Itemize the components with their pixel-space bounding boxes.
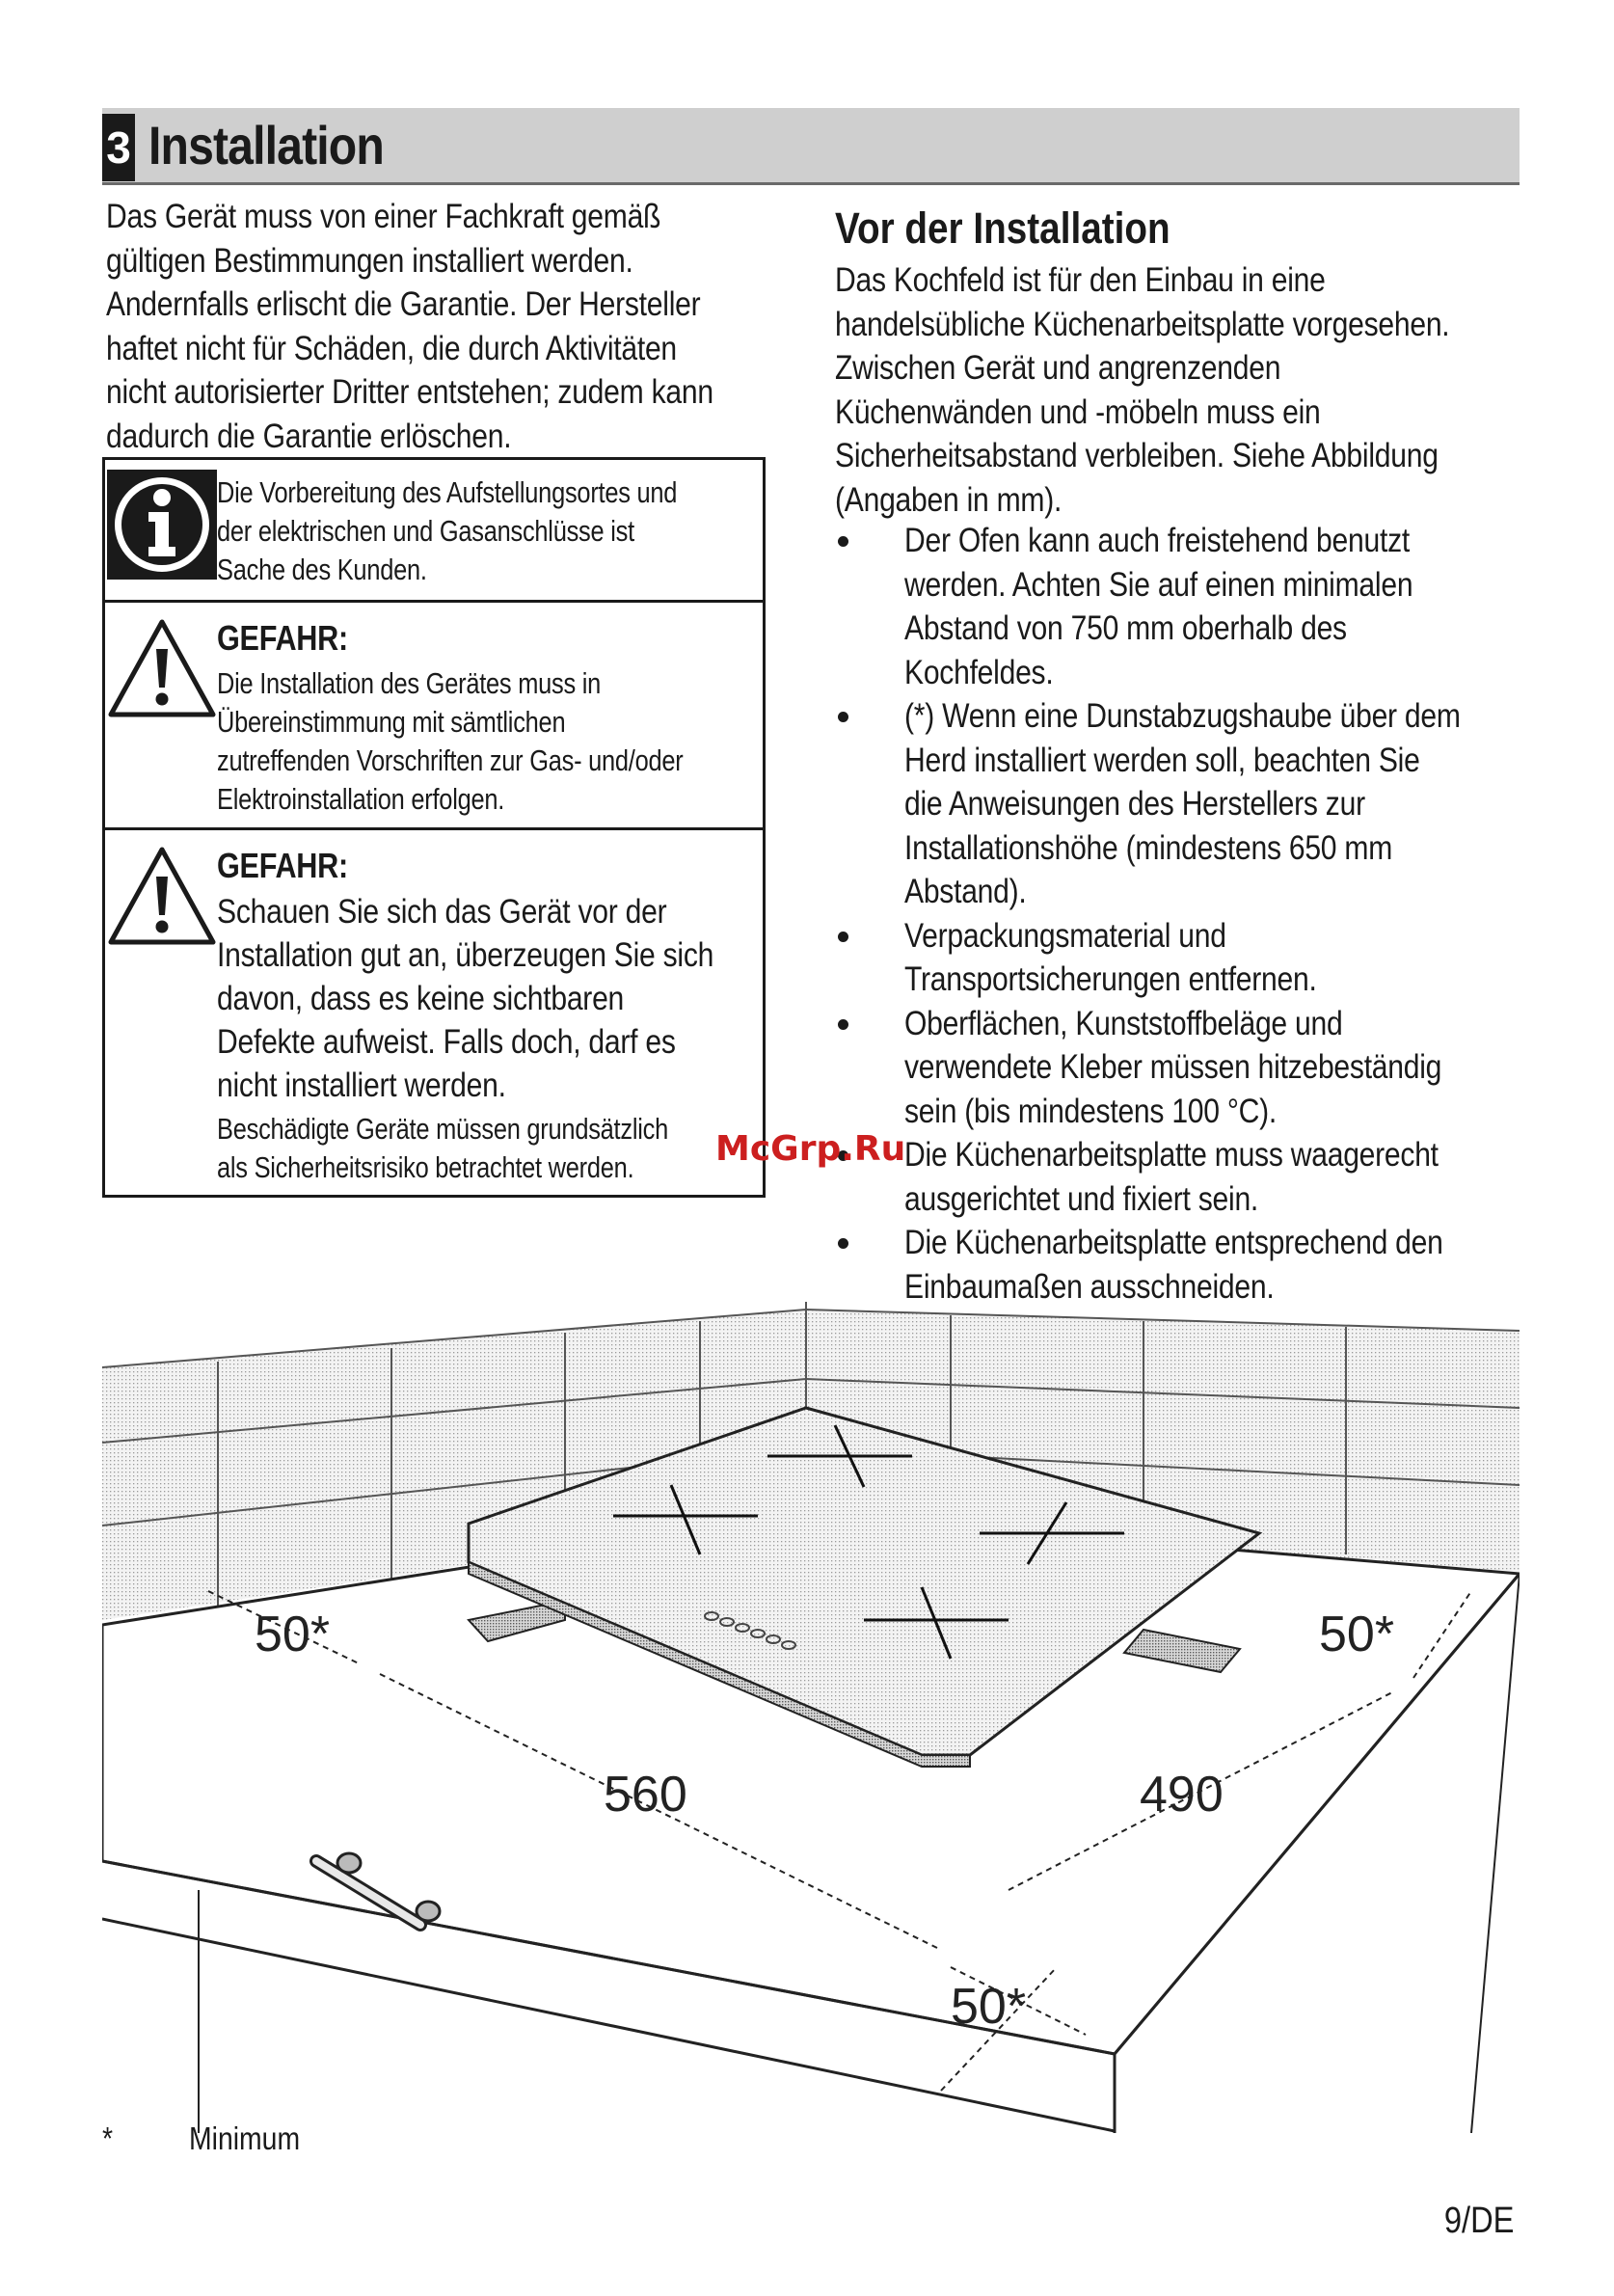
bullet-line: Abstand von 750 mm oberhalb des (904, 609, 1347, 647)
bullet-line: Herd installiert werden soll, beachten Sie (904, 741, 1420, 779)
info-note-text (217, 473, 778, 589)
dim-left-label: 50* (255, 1607, 331, 1662)
dim-right-label: 50* (1319, 1607, 1395, 1662)
footnote-text (189, 2120, 318, 2158)
bullet-line: Installationshöhe (mindestens 650 mm (904, 828, 1393, 867)
intro-line: haftet nicht für Schäden, die durch Aktivitäten (106, 329, 677, 367)
bullet-line: Verpackungsmaterial und (904, 916, 1226, 955)
bullet-list (835, 519, 1529, 1309)
bullet-item (835, 519, 1529, 694)
section-number: 3 (102, 114, 135, 181)
dim-depth-label: 490 (1140, 1767, 1224, 1823)
section-title: Installation (148, 115, 384, 176)
para-line: handelsübliche Küchenarbeitsplatte vorgesehen. (835, 305, 1450, 343)
warning-triangle-icon (107, 846, 217, 946)
para-line: (Angaben in mm). (835, 480, 1063, 519)
dim-front-label: 50* (951, 1979, 1027, 2035)
note-line: als Sicherheitsrisiko betrachtet werden. (217, 1150, 634, 1184)
dim-width-label: 560 (604, 1767, 687, 1823)
warning-triangle-icon (107, 618, 217, 718)
bullet-item (835, 1221, 1529, 1309)
note-line: Übereinstimmung mit sämtlichen (217, 705, 566, 739)
para-line: Küchenwänden und -möbeln muss ein (835, 392, 1321, 431)
bullet-line: werden. Achten Sie auf einen minimalen (904, 565, 1413, 604)
bullet-item (835, 914, 1529, 1002)
bullet-line: Die Küchenarbeitsplatte muss waagerecht (904, 1136, 1439, 1174)
notes-box (102, 457, 766, 1198)
bullet-line: sein (bis mindestens 100 °C). (904, 1092, 1278, 1130)
page-number-text: 9/DE (1443, 2201, 1514, 2241)
intro-paragraph (106, 195, 781, 458)
right-paragraph (835, 258, 1549, 522)
intro-line: gültigen Bestimmungen installiert werden. (106, 241, 633, 280)
bullet-line: Transportsicherungen entfernen. (904, 960, 1317, 998)
installation-diagram (102, 1302, 1520, 2133)
note-line: Defekte aufweist. Falls doch, darf es (217, 1023, 676, 1061)
bullet-item (835, 1133, 1529, 1221)
info-icon (107, 470, 217, 580)
note-line: Installation gut an, überzeugen Sie sich (217, 936, 714, 974)
bullet-line: Die Küchenarbeitsplatte entsprechend den (904, 1224, 1443, 1261)
watermark: McGrp.Ru (715, 1129, 906, 1169)
note-line: der elektrischen und Gasanschlüsse ist (217, 514, 634, 548)
intro-line: Das Gerät muss von einer Fachkraft gemäß (106, 198, 661, 235)
danger-heading (217, 844, 371, 888)
footnote-marker-text: * (102, 2120, 114, 2156)
bullet-line: Oberflächen, Kunststoffbeläge und (904, 1004, 1343, 1042)
info-note (105, 460, 763, 603)
bullet-line: Einbaumaßen ausschneiden. (904, 1267, 1275, 1306)
danger-note (105, 830, 763, 1198)
bullet-line: Der Ofen kann auch freistehend benutzt (904, 522, 1410, 559)
note-line: davon, dass es keine sichtbaren (217, 980, 625, 1017)
intro-line: dadurch die Garantie erlöschen. (106, 417, 512, 455)
note-line: Schauen Sie sich das Gerät vor der (217, 893, 667, 931)
danger-note-text (217, 664, 786, 819)
bullet-dot-icon (838, 712, 848, 722)
bullet-item (835, 1002, 1529, 1134)
footnote-marker (102, 2120, 115, 2158)
bullet-dot-icon (838, 932, 848, 942)
danger-note (105, 603, 763, 830)
danger-note-small-text (217, 1110, 767, 1187)
note-line: nicht installiert werden. (217, 1067, 506, 1104)
note-line: Die Installation des Gerätes muss in (217, 666, 602, 700)
danger-heading-text: GEFAHR: (217, 846, 348, 885)
footnote-text-value: Minimum (189, 2120, 301, 2156)
subsection-title (835, 203, 1224, 255)
danger-heading-text: GEFAHR: (217, 618, 348, 658)
bullet-line: Kochfeldes. (904, 653, 1054, 691)
danger-heading (217, 616, 371, 661)
note-line: Sache des Kunden. (217, 553, 427, 586)
note-line: Beschädigte Geräte müssen grundsätzlich (217, 1112, 669, 1146)
note-line: zutreffenden Vorschriften zur Gas- und/oder (217, 743, 684, 777)
bullet-line: (*) Wenn eine Dunstabzugshaube über dem (904, 697, 1461, 735)
bullet-dot-icon (838, 536, 848, 547)
bullet-dot-icon (838, 1238, 848, 1249)
para-line: Sicherheitsabstand verbleiben. Siehe Abbildung (835, 437, 1439, 474)
intro-line: nicht autorisierter Dritter entstehen; zudem kann (106, 373, 713, 411)
note-line: Die Vorbereitung des Aufstellungsortes und (217, 475, 678, 509)
bullet-line: Abstand). (904, 873, 1027, 910)
bullet-item (835, 694, 1529, 914)
bullet-line: die Anweisungen des Herstellers zur (904, 785, 1365, 823)
danger-note-large-text (217, 890, 794, 1107)
bullet-dot-icon (838, 1019, 848, 1030)
subsection-title-text: Vor der Installation (835, 203, 1170, 253)
para-line: Das Kochfeld ist für den Einbau in eine (835, 261, 1326, 299)
page-number (1433, 2199, 1514, 2243)
section-heading-bar (102, 108, 1520, 185)
note-line: Elektroinstallation erfolgen. (217, 782, 505, 816)
intro-line: Andernfalls erlischt die Garantie. Der Hersteller (106, 285, 701, 323)
bullet-line: ausgerichtet und fixiert sein. (904, 1179, 1259, 1218)
para-line: Zwischen Gerät und angrenzenden (835, 349, 1281, 387)
bullet-line: verwendete Kleber müssen hitzebeständig (904, 1048, 1442, 1086)
